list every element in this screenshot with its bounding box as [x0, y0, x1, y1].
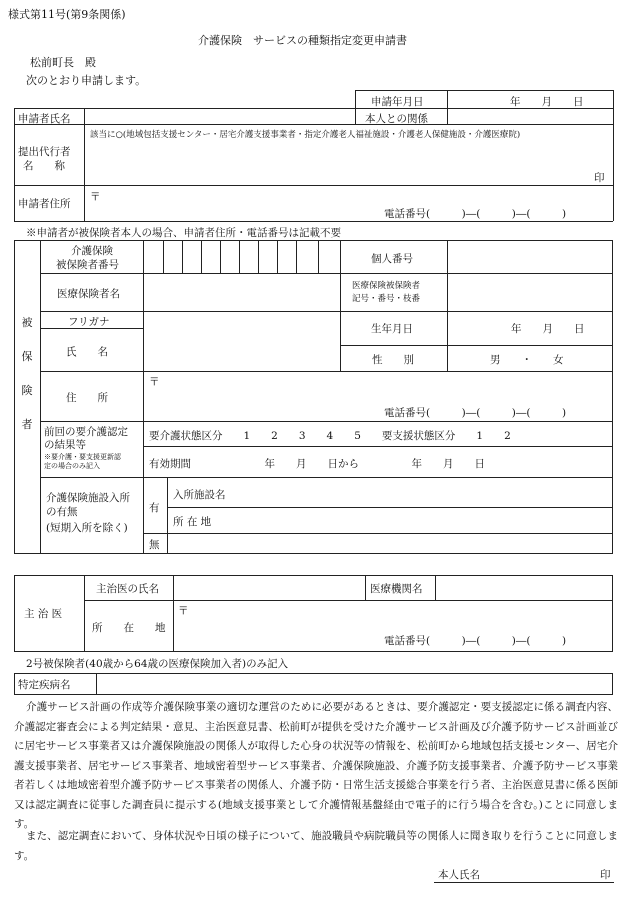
- insured-address-label: 住 所: [66, 392, 108, 404]
- application-date-field[interactable]: 年 月 日: [510, 96, 584, 108]
- sex-options[interactable]: 男 ・ 女: [490, 354, 564, 366]
- previous-result-label-2: の結果等: [44, 439, 86, 451]
- applicant-notice: ※申請者が被保険者本人の場合、申請者住所・電話番号は記載不要: [26, 227, 341, 239]
- facility-name-label: 入所施設名: [173, 489, 226, 501]
- insured-side-label-3: 険: [21, 384, 33, 397]
- validity-period-field[interactable]: 有効期間 年 月 日から 年 月 日: [149, 458, 485, 470]
- applicant-name-label: 申請者氏名: [18, 113, 71, 125]
- seal-mark: 印: [594, 172, 605, 184]
- care-level-options[interactable]: 要介護状態区分 1 2 3 4 5 要支援状態区分 1 2: [149, 430, 511, 442]
- relation-label: 本人との関係: [365, 113, 428, 125]
- facility-address-label: 所 在 地: [173, 516, 212, 528]
- previous-result-note: ※要介護・要支援更新認: [44, 453, 121, 461]
- birth-date-label: 生年月日: [371, 323, 413, 335]
- medical-symbol-label-2: 記号・番号・枝番: [352, 294, 421, 304]
- facility-yes-option[interactable]: 有: [149, 502, 160, 514]
- doctor-phone-field[interactable]: 電話番号( )―( )―( ): [384, 635, 567, 647]
- disease-label: 特定疾病名: [18, 679, 71, 691]
- personal-number-label: 個人番号: [371, 253, 413, 265]
- addressee: 松前町長 殿: [30, 56, 96, 69]
- page-title: 介護保険 サービスの種類指定変更申請書: [198, 34, 407, 47]
- insured-number-label-2: 被保険者番号: [56, 259, 119, 271]
- consent-paragraph-2: また、認定調査において、身体状況や日頃の様子について、施設職員や病院職員等の関係人に聞き取りを行うことに同意します。: [14, 830, 618, 862]
- previous-result-label: 前回の要介護認定: [44, 426, 128, 438]
- facility-status-label-3: (短期入所を除く): [46, 522, 128, 534]
- facility-status-label-2: の有無: [46, 506, 78, 518]
- secondary-insured-note: 2号被保険者(40歳から64歳の医療保険加入者)のみ記入: [26, 658, 289, 670]
- postal-mark: 〒: [90, 191, 101, 203]
- doctor-name-label: 主治医の氏名: [96, 583, 159, 595]
- application-date-label: 申請年月日: [371, 96, 424, 108]
- insured-phone-field[interactable]: 電話番号( )―( )―( ): [384, 407, 567, 419]
- insured-name-label: 氏 名: [66, 346, 108, 358]
- facility-no-option[interactable]: 無: [149, 539, 160, 551]
- signature-label: 本人氏名: [438, 869, 480, 881]
- postal-mark: 〒: [149, 376, 160, 388]
- facility-status-label: 介護保険施設入所: [46, 492, 130, 504]
- applicant-phone-field[interactable]: 電話番号( )―( )―( ): [384, 208, 567, 220]
- doctor-address-label: 所 在 地: [92, 622, 166, 634]
- previous-result-note-2: 定の場合のみ記入: [44, 462, 100, 470]
- intro-text: 次のとおり申請します。: [26, 74, 147, 87]
- insured-number-label: 介護保険: [71, 245, 113, 257]
- form-number: 様式第11号(第9条関係): [8, 8, 126, 21]
- consent-paragraph-1: 介護サービス計画の作成等介護保険事業の適切な運営のために必要があるときは、要介護認定・要支援認定に係る調査内容、介護認定審査会による判定結果・意見、主治医意見書、松前町が提供を受けた介護サービス計画及び介護予防サービス計画並びに居宅サービス事業者又は介護保険施設の関係人が取得した心身の状況等の情報を、松前町から地域包括支援センター、居宅介護支援事業者、居宅サービス事業者、地域密着型サービス事業者、介護保険施設、介護予防支援事業者、介護予防サービス事業者若しくは地域密着型介護予防サービス事業者の関係人、介護予防・日常生活支援総合事業を行う者、主治医意見書に係る医師又は認定調査に従事した調査員に提示する(地域支援事業として介護情報基盤経由で電子的に行う場合を含む。)ことに同意します。: [14, 701, 618, 830]
- applicant-address-label: 申請者住所: [18, 198, 71, 210]
- agent-name-label: 名 称: [23, 160, 65, 172]
- institution-label: 医療機関名: [370, 583, 423, 595]
- doctor-side-label: 主 治 医: [24, 608, 63, 620]
- postal-mark: 〒: [178, 605, 189, 617]
- birth-date-field[interactable]: 年 月 日: [511, 323, 585, 335]
- insured-side-label-2: 保: [21, 350, 33, 363]
- insured-side-label-4: 者: [21, 418, 33, 431]
- signature-seal: 印: [600, 869, 611, 881]
- furigana-label: フリガナ: [68, 316, 110, 328]
- agent-label: 提出代行者: [18, 146, 71, 158]
- medical-insurer-label: 医療保険者名: [57, 288, 120, 300]
- agent-type-note: 該当に○(地域包括支援センター・居宅介護支援事業者・指定介護老人福祉施設・介護老人保健施設・介護医療院): [90, 130, 521, 140]
- sex-label: 性 別: [372, 354, 414, 366]
- insured-side-label-1: 被: [21, 316, 33, 329]
- medical-symbol-label: 医療保険被保険者: [352, 281, 421, 291]
